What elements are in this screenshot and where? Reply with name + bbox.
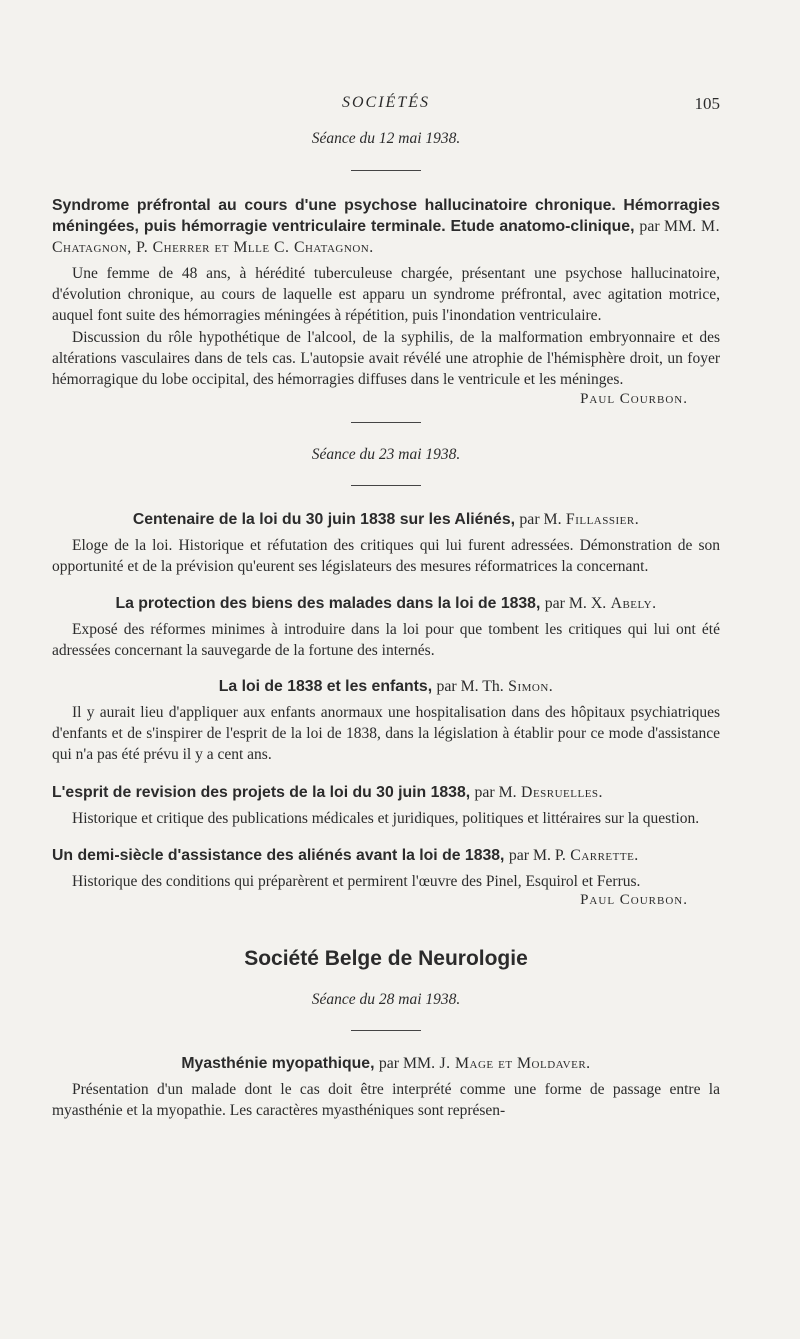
- article-by: par M. P.: [508, 846, 566, 864]
- article-title-text: Un demi-siècle d'assistance des aliénés avant la loi de 1838,: [52, 846, 505, 864]
- article-by: par M.: [519, 511, 562, 529]
- signature: Paul Courbon.: [580, 391, 688, 408]
- article-title-myasthenie: [52, 1053, 720, 1074]
- article-paragraph: Il y aurait lieu d'appliquer aux enfants anormaux une hospitalisation dans des hôpitaux psychiatriques d'enfants et de s'inspirer de l'esprit de la loi de 1838, dans la législation à établir pour ce mode d'assistance qui n'a pas été prévu il y a cent ans.: [52, 704, 720, 764]
- article-title-esprit-revision: [52, 782, 720, 803]
- article-title-text: L'esprit de revision des projets de la loi du 30 juin 1838,: [52, 783, 471, 801]
- article-by: par MM.: [378, 1055, 436, 1073]
- running-title: SOCIÉTÉS: [342, 94, 430, 111]
- seance-heading-23-mai: Séance du 23 mai 1938.: [311, 446, 461, 464]
- divider: [351, 170, 421, 171]
- article-title-text: Myasthénie myopathique,: [181, 1055, 375, 1073]
- article-paragraph: Présentation d'un malade dont le cas doit être interprété comme une forme de passage entre la myasthénie et la myopathie. Les caractères myasthéniques sont représen-: [52, 1081, 720, 1120]
- divider: [351, 1030, 421, 1031]
- article-title-loi-enfants: [52, 676, 720, 697]
- divider: [351, 422, 421, 423]
- article-author: Simon.: [508, 678, 554, 696]
- article-paragraph: Historique et critique des publications médicales et juridiques, politiques et littéraires sur la question.: [72, 809, 700, 827]
- article-author: Fillassier.: [565, 511, 640, 529]
- article-authors: M. Chatagnon, P. Cherrer et Mlle C. Chatagnon.: [52, 218, 721, 256]
- article-author: Abely.: [610, 594, 657, 612]
- article-title-demi-siecle: [52, 845, 720, 866]
- article-paragraph: Historique des conditions qui préparèrent et permirent l'œuvre des Pinel, Esquirol et Ferrus.: [72, 872, 641, 890]
- article-by: par MM.: [639, 218, 697, 235]
- article-by: par M. X.: [544, 594, 607, 612]
- article-author: Carrette.: [570, 846, 639, 864]
- article-paragraph: Exposé des réformes minimes à introduire dans la loi pour que tombent les critiques qui lui ont été adressées concernant la sauvegarde de la fortune des internés.: [52, 620, 720, 659]
- article-paragraph: Eloge de la loi. Historique et réfutation des critiques qui lui furent adressées. Démonstration de son opportunité et de la prévision qu'eurent ses législateurs des mesures réformatrices la concernant.: [52, 537, 720, 576]
- seance-heading-12-mai: Séance du 12 mai 1938.: [311, 130, 461, 147]
- page-content: [52, 130, 720, 1121]
- page-number: 105: [694, 94, 720, 113]
- divider: [351, 485, 421, 486]
- article-paragraph: Discussion du rôle hypothétique de l'alcool, de la syphilis, de la malformation embryonnaire et des altérations vasculaires dans de tels cas. L'autopsie avait révélé une atrophie de l'hémisphère droit, un foyer hémorragique du lobe occipital, des hémorragies diffuses dans le ventricule et les méninges.: [52, 328, 720, 389]
- article-title-centenaire: [52, 509, 720, 530]
- society-heading: Société Belge de Neurologie: [244, 947, 528, 971]
- article-title-text: La loi de 1838 et les enfants,: [218, 678, 433, 696]
- article-title-text: Centenaire de la loi du 30 juin 1838 sur les Aliénés,: [132, 511, 516, 529]
- article-by: par M.: [474, 783, 517, 801]
- article-author: Desruelles.: [521, 783, 604, 801]
- article-authors: J. Mage et Moldaver.: [439, 1055, 591, 1073]
- article-title-protection-biens: [52, 593, 720, 614]
- article-by: par M. Th.: [436, 678, 504, 696]
- article-title-text: Syndrome préfrontal au cours d'une psychose hallucinatoire chronique. Hémorragies méningées, puis hémorragie ventriculaire terminale. Etude anatomo-clinique,: [52, 197, 720, 235]
- article-paragraph: Une femme de 48 ans, à hérédité tuberculeuse chargée, présentant une psychose hallucinatoire, d'évolution chronique, au cours de laquelle est apparu un syndrome préfrontal, avec agitation motrice, auquel font suite des hémorragies méningées à répétition, puis l'inondation ventriculaire.: [52, 265, 720, 325]
- article-title-text: La protection des biens des malades dans la loi de 1838,: [115, 594, 541, 612]
- article-title-syndrome-prefrontal: [52, 195, 720, 258]
- seance-heading-28-mai: Séance du 28 mai 1938.: [311, 991, 461, 1009]
- signature: Paul Courbon.: [580, 892, 688, 909]
- page-header: [52, 94, 720, 118]
